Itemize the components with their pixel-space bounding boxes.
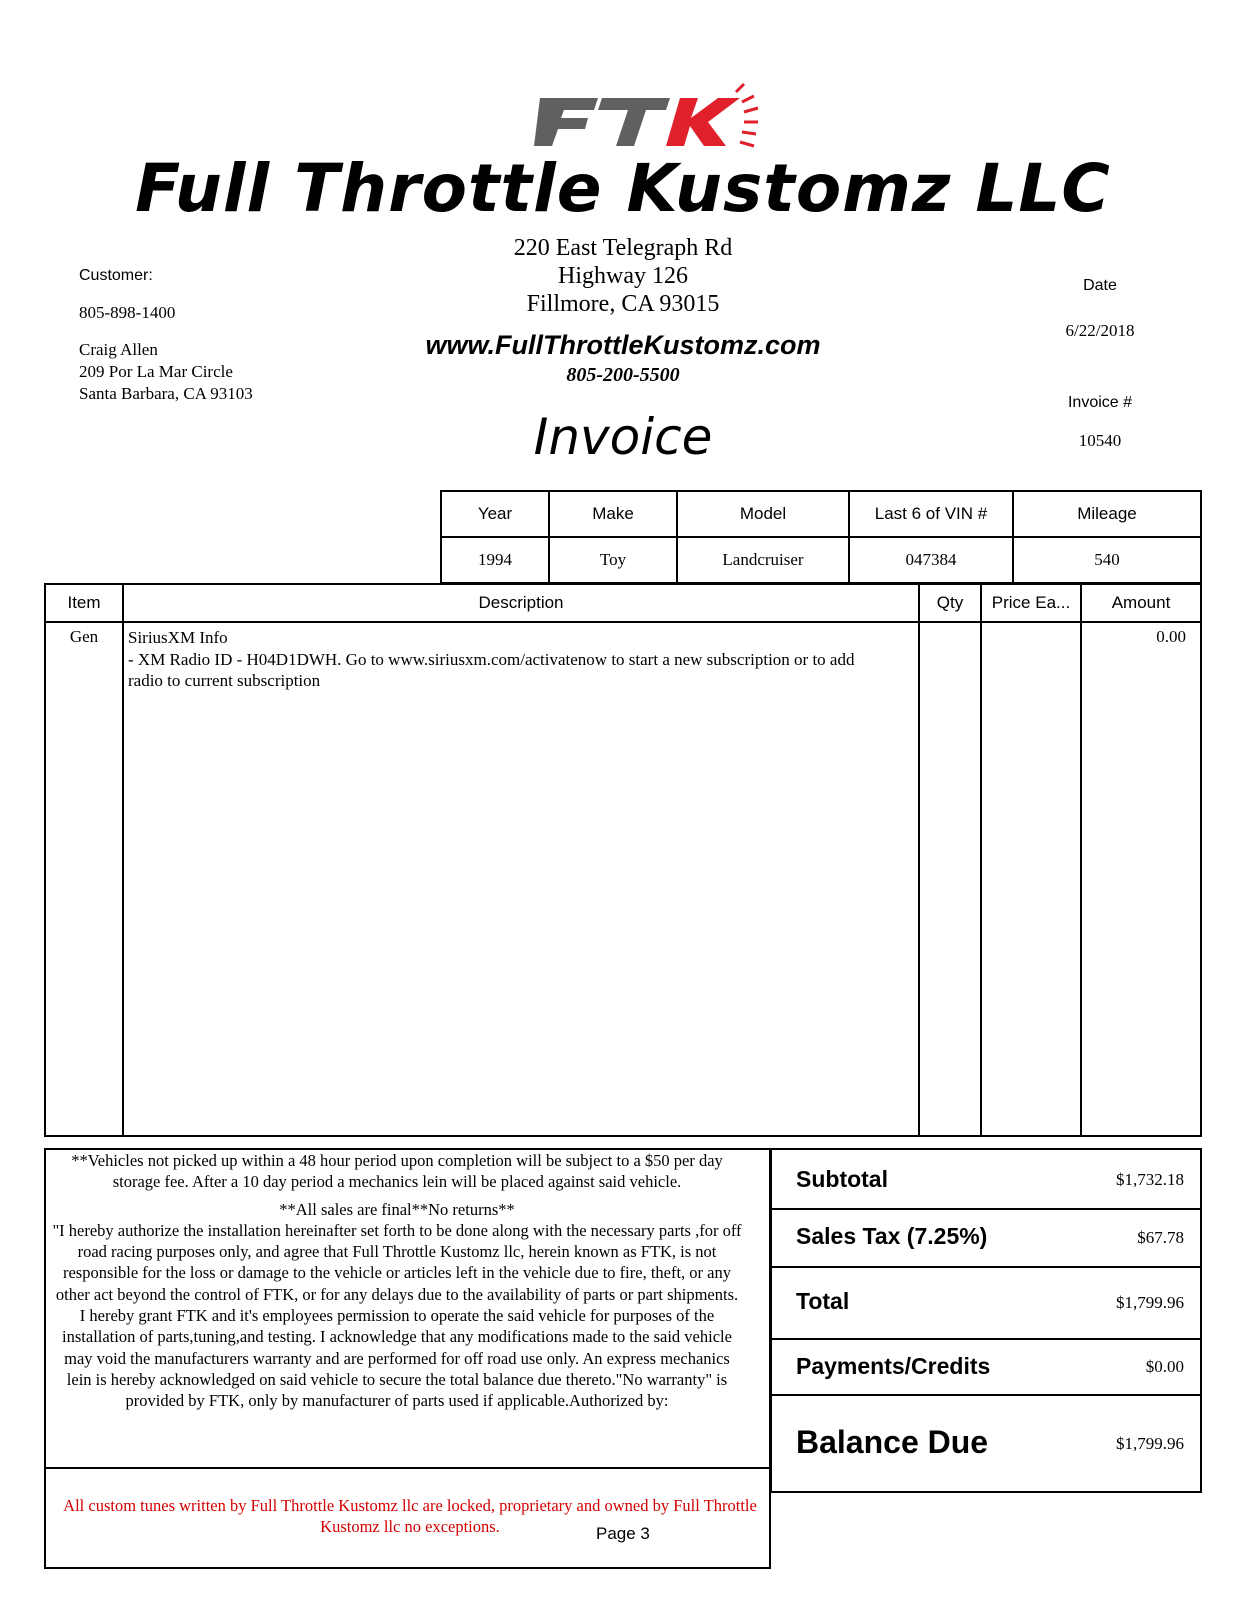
balance-due-value: $1,799.96: [1116, 1434, 1184, 1453]
header-amount: Amount: [1111, 593, 1171, 612]
company-website: www.FullThrottleKustomz.com: [425, 330, 821, 360]
vehicle-header-mileage: Mileage: [1013, 491, 1201, 537]
sales-tax-row: [772, 1210, 1200, 1268]
vehicle-header-row: [441, 491, 1201, 537]
ftk-logo: [530, 80, 770, 152]
vehicle-table: [440, 490, 1202, 584]
vehicle-make: Toy: [549, 537, 677, 583]
row-item: Gen: [69, 627, 99, 646]
header-description: Description: [478, 593, 564, 612]
row-description: [128, 627, 913, 692]
subtotal-row: [772, 1150, 1200, 1210]
customer-street: 209 Por La Mar Circle: [79, 362, 233, 381]
company-address-line2: Highway 126: [558, 263, 688, 289]
date-value: 6/22/2018: [1065, 321, 1135, 340]
vehicle-header-model: Model: [677, 491, 849, 537]
customer-name: Craig Allen: [79, 340, 158, 359]
invoice-number-label: Invoice #: [1067, 394, 1133, 411]
vehicle-header-make: Make: [549, 491, 677, 537]
company-name: Full Throttle Kustomz LLC: [135, 150, 1111, 227]
terms-text: [52, 1150, 742, 1412]
vehicle-vin: 047384: [849, 537, 1013, 583]
sales-tax-label: Sales Tax (7.25%): [796, 1223, 988, 1249]
header-qty: Qty: [936, 593, 964, 612]
payments-label: Payments/Credits: [796, 1353, 991, 1379]
payments-row: [772, 1340, 1200, 1396]
balance-due-row: [772, 1396, 1200, 1491]
terms-storage: **Vehicles not picked up within a 48 hour period upon completion will be subject to a $50 per day storage fee. After a 10 day period a mechanics lein will be placed against said vehicle.: [71, 1151, 723, 1192]
vehicle-mileage: 540: [1013, 537, 1201, 583]
row-amount: 0.00: [1156, 627, 1186, 646]
customer-city: Santa Barbara, CA 93103: [79, 384, 253, 403]
date-label: Date: [1083, 277, 1117, 294]
ftk-logo-wordmark: [534, 98, 740, 146]
company-address-line3: Fillmore, CA 93015: [526, 291, 720, 317]
terms-authorization: "I hereby authorize the installation hereinafter set forth to be done along with the necessary parts ,for off road racing purposes only, and agree that Full Throttle Kustomz llc, herein known as FTK, is not responsible for the loss or damage to the vehicle or articles left in the vehicle due to fire, theft, or any other act beyond the control of FTK, or for any delays due to the availability of parts or part shipments. I hereby grant FTK and it's employees permission to operate the said vehicle for purposes of the installation of parts,tuning,and testing. I acknowledge that any modifications made to the said vehicle may void the manufacturers warranty and are performed for off road use only. An express mechanics lein is hereby acknowledged on said vehicle to secure the total balance due thereto."No warranty" is provided by FTK, only by manufacturer of parts used if applicable.Authorized by:: [52, 1220, 742, 1411]
customer-label: Customer:: [79, 267, 153, 284]
vehicle-data-row: [441, 537, 1201, 583]
vehicle-header-vin: Last 6 of VIN #: [849, 491, 1013, 537]
sales-tax-value: $67.78: [1137, 1228, 1184, 1247]
column-divider: [980, 585, 982, 1135]
column-divider: [122, 585, 124, 1135]
footer-note: All custom tunes written by Full Throttle Kustomz llc are locked, proprietary and owned by Full Throttle Kustomz llc no exceptions.: [63, 1496, 757, 1536]
column-divider: [1080, 585, 1082, 1135]
row-description-title: SiriusXM Info: [128, 628, 228, 647]
total-value: $1,799.96: [1116, 1293, 1184, 1312]
total-row: [772, 1268, 1200, 1340]
subtotal-value: $1,732.18: [1116, 1170, 1184, 1189]
header-price: Price Ea...: [991, 593, 1071, 612]
company-phone: 805-200-5500: [566, 364, 680, 386]
totals-box: [770, 1148, 1202, 1493]
column-divider: [918, 585, 920, 1135]
terms-final: **All sales are final**No returns**: [279, 1199, 515, 1219]
vehicle-header-year: Year: [441, 491, 549, 537]
vehicle-year: 1994: [441, 537, 549, 583]
vehicle-model: Landcruiser: [677, 537, 849, 583]
total-label: Total: [796, 1288, 850, 1314]
invoice-number-value: 10540: [1078, 431, 1122, 450]
balance-due-label: Balance Due: [796, 1424, 989, 1460]
subtotal-label: Subtotal: [796, 1166, 888, 1192]
payments-value: $0.00: [1145, 1357, 1184, 1376]
speed-lines: [736, 84, 758, 146]
invoice-title: Invoice: [533, 408, 713, 466]
row-description-line1: - XM Radio ID - H04D1DWH. Go to www.siriusxm.com/activatenow to start a new subscription or to add: [128, 649, 855, 669]
row-description-line2: radio to current subscription: [128, 671, 321, 690]
company-address-line1: 220 East Telegraph Rd: [513, 235, 733, 261]
line-items-table: [44, 583, 1202, 1137]
header-item: Item: [67, 593, 101, 612]
page-number: Page 3: [596, 1524, 650, 1543]
customer-phone: 805-898-1400: [79, 303, 176, 322]
